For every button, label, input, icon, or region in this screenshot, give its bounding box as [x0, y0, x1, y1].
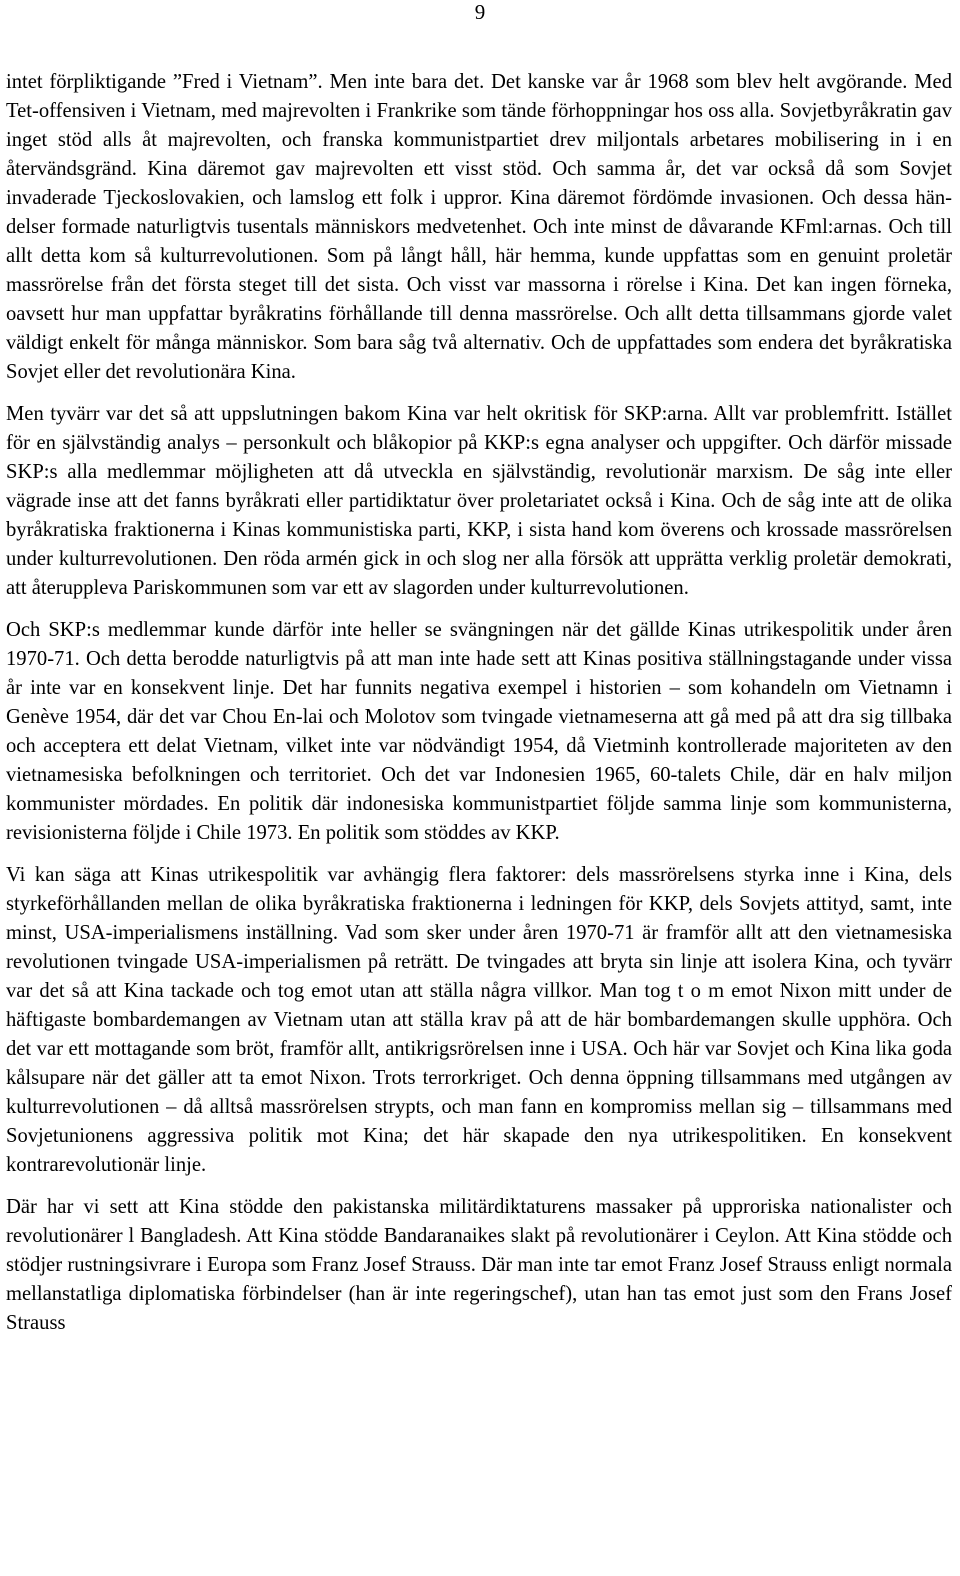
document-body — [6, 68, 952, 1351]
paragraph-5: Där har vi sett att Kina stödde den pakistanska militärdiktaturens massaker på upproriska nationalister och revolutionärer l Bangladesh. Att Kina stödde Bandaranaikes slakt på revolutionärer i Ceylon. Att Kina stödde och stödjer rustningsivrare i Europa som Franz Josef Strauss. Där man inte tar emot Franz Josef Strauss enligt normala mellanstatliga diplomatiska förbindelser (han är inte regeringschef), utan han tas emot just som den Frans Josef Strauss — [6, 1196, 952, 1334]
paragraph-3: Och SKP:s medlemmar kunde därför inte heller se svängningen när det gällde Kinas utrikespolitik under åren 1970-71. Och detta berodde naturligtvis på att man inte hade sett att Kinas positiva ställningstagande under vissa år inte var en konsekvent linje. Det har funnits negativa exempel i historien – som kohandeln om Vietnamn i Genève 1954, där det var Chou En-lai och Molotov som tvingade vietnameserna att gå med på att dra sig tillbaka och acceptera ett delat Vietnam, vilket inte var nödvändigt 1954, då Vietminh kontrollerade majoriteten av den vietnamesiska befolkningen och territoriet. Och det var Indonesien 1965, 60-talets Chile, där en halv miljon kommunister mördades. En politik där indonesiska kommunistpartiet följde samma linje som kommunisterna, revisionisterna följde i Chile 1973. En politik som stöddes av KKP. — [6, 619, 952, 844]
paragraph-1: intet förpliktigande ”Fred i Vietnam”. Men inte bara det. Det kanske var år 1968 som blev helt avgörande. Med Tet-offensiven i Vietnam, med majrevolten i Frankrike som tände förhoppningar hos oss alla. Sovjetbyråkratin gav inget stöd alls åt majrevolten, och franska kommunistpartiet drev miljontals arbetares mobilisering in i en återvändsgränd. Kina däremot gav majrevolten ett visst stöd. Och samma år, det var också då som Sovjet invaderade Tjeckoslovakien, och lamslog ett folk i uppror. Kina däremot fördömde invasionen. Och dessa händelser formade naturligtvis tusentals människors medvetenhet. Och inte minst de dåvarande KFml:arnas. Och till allt detta kom så kulturrevolutionen. Som på långt håll, här hemma, kunde uppfattas som en genuint proletär massrörelse från det första steget till det sista. Och visst var massorna i rörelse i Kina. Det kan ingen förneka, oavsett hur man uppfattar byråkratins förhållande till denna massrörelse. Och allt detta tillsammans gjorde valet väldigt enkelt för många människor. Som bara såg två alternativ. Och de uppfattades som endera det byråkratiska Sovjet eller det revolutionära Kina. — [6, 71, 952, 383]
paragraph-4: Vi kan säga att Kinas utrikespolitik var avhängig flera faktorer: dels massrörelsens styrka inne i Kina, dels styrkeförhållanden mellan de olika byråkratiska fraktionerna i ledningen för KKP, dels Sovjets attityd, samt, inte minst, USA-imperialismens inställning. Vad som sker under åren 1970-71 är framför allt att den vietnamesiska revolutionen tvingade USA-imperialismen på reträtt. De tvingades att bryta sin linje att isolera Kina, och tyvärr var det så att Kina tackade och tog emot utan att ställa några villkor. Man tog t o m emot Nixon mitt under de häftigaste bombardemangen av Vietnam utan att ställa krav på att de här bombardemangen skulle upphöra. Och det var ett mottagande som bröt, framför allt, antikrigsrörelsen inne i USA. Och här var Sovjet och Kina lika goda kålsupare när det gäller att ta emot Nixon. Trots terrorkriget. Och denna öppning tillsammans med utgången av kulturrevolutionen – då alltså massrörelsen strypts, och man fann en kompromiss mellan sig – tillsammans med Sovjetunionens aggressiva politik mot Kina; det här skapade den nya utrikespolitiken. En konsekvent kontrarevolutionär linje. — [6, 864, 952, 1176]
paragraph-2: Men tyvärr var det så att uppslutningen bakom Kina var helt okritisk för SKP:arna. Allt var problemfritt. Istället för en självständig analys – personkult och blåkopior på KKP:s egna analyser och uppgifter. Och därför missade SKP:s alla medlemmar möjligheten att då utveckla en självständig, revolutionär marxism. De såg inte eller vägrade inse att det fanns byråkrati eller partidiktatur över proletariatet också i Kina. Och de såg inte att de olika byråkratiska fraktionerna i Kinas kommunistiska parti, KKP, i sista hand kom överens och krossade massrörelsen under kulturrevolutionen. Den röda armén gick in och slog ner alla försök att upprätta verklig proletär demokrati, att återuppleva Pariskommunen som var ett av slagorden under kulturrevolutionen. — [6, 403, 952, 599]
page-number: 9 — [474, 0, 486, 24]
